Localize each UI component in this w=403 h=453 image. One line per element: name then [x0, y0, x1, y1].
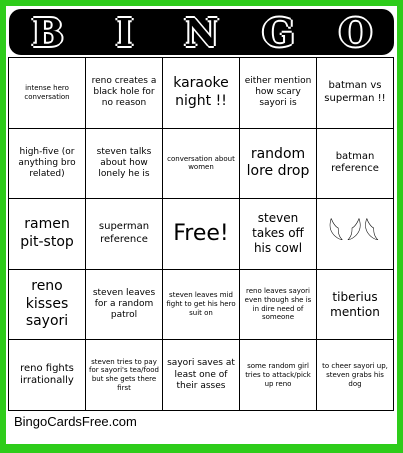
bingo-cell: reno creates a black hole for no reason [86, 58, 163, 129]
header-letter-b: B [31, 9, 64, 55]
bingo-cell: batman vs superman !! [317, 58, 394, 129]
bingo-cell: conversation about women [163, 129, 240, 200]
bingo-cell: some random girl tries to attack/pick up reno [240, 340, 317, 411]
bingo-cell: reno kisses sayori [9, 270, 86, 341]
bingo-cell: intense hero conversation [9, 58, 86, 129]
header-letter-o: O [338, 9, 373, 55]
header-letter-n: N [184, 9, 219, 55]
bingo-cell: steven leaves mid fight to get his hero suit on [163, 270, 240, 341]
site-watermark: BingoCardsFree.com [14, 414, 137, 429]
bingo-cell: reno fights irrationally [9, 340, 86, 411]
bingo-cell: steven leaves for a random patrol [86, 270, 163, 341]
header-letter-g: G [262, 9, 295, 55]
bingo-card [6, 6, 397, 444]
bingo-cell: superman reference [86, 199, 163, 270]
bingo-cell: ramen pit-stop [9, 199, 86, 270]
bingo-cell: karaoke night !! [163, 58, 240, 129]
bingo-cell: tiberius mention [317, 270, 394, 341]
bingo-cell: high-five (or anything bro related) [9, 129, 86, 200]
bingo-header [9, 9, 394, 55]
bingo-cell: steven takes off his cowl [240, 199, 317, 270]
bingo-cell: batman reference [317, 129, 394, 200]
bingo-cell: to cheer sayori up, steven grabs his dog [317, 340, 394, 411]
bingo-cell: either mention how scary sayori is [240, 58, 317, 129]
bingo-cell: reno leaves sayori even though she is in dire need of someone [240, 270, 317, 341]
free-space-cell: Free! [163, 199, 240, 270]
header-letter-i: I [115, 9, 134, 55]
bingo-cell: steven tries to pay for sayori's tea/food but she gets there first [86, 340, 163, 411]
bingo-cell: sayori saves at least one of their asses [163, 340, 240, 411]
bingo-grid [8, 57, 394, 411]
bingo-cell: 𓆩𓆪𓆩 [317, 199, 394, 270]
bingo-cell: random lore drop [240, 129, 317, 200]
bingo-cell: steven talks about how lonely he is [86, 129, 163, 200]
